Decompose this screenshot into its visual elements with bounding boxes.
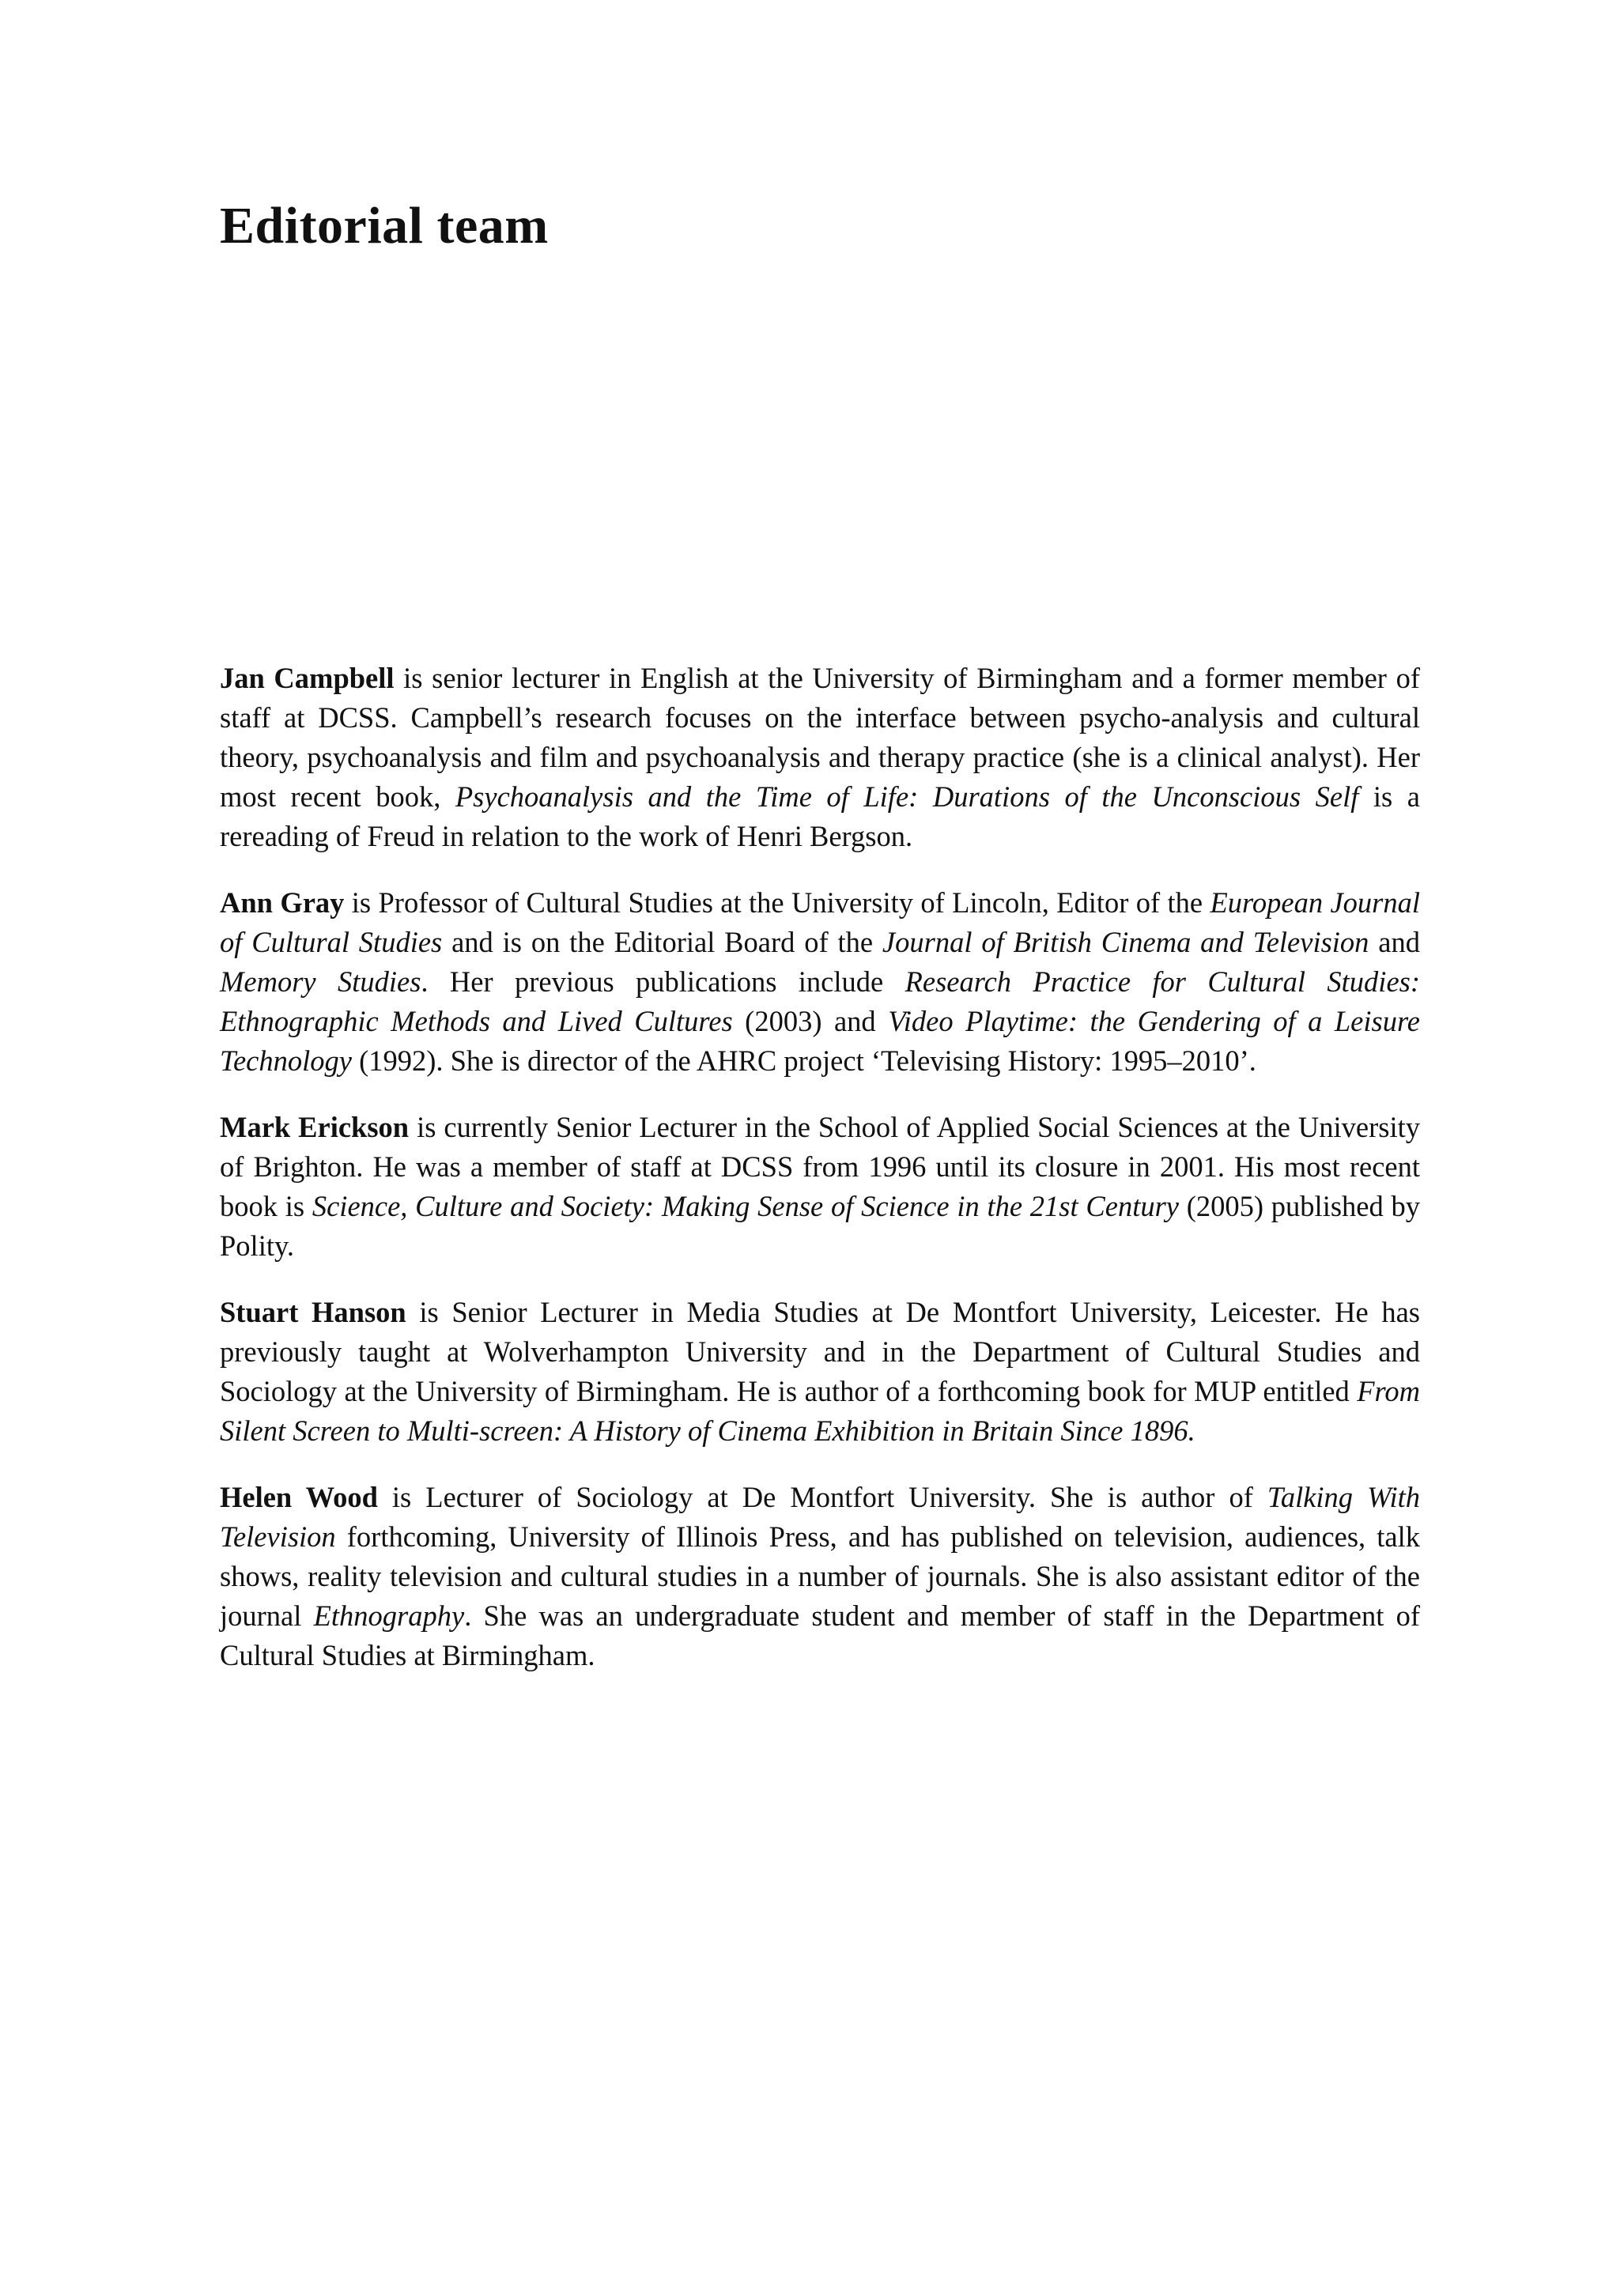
bio-title-italic: Talking With Television [220, 1481, 1421, 1553]
bio-text: is a rereading of Freud in relation to the work of Henri Bergson. [220, 780, 1420, 852]
bio-text: . Her previous publications include [421, 965, 905, 998]
bio-list [220, 659, 1420, 1702]
bio-title-italic: Psychoanalysis and the Time of Life: Durations of the Unconscious Self [455, 780, 1359, 813]
bio-name: Helen Wood [220, 1481, 378, 1513]
bio-name: Jan Campbell [220, 662, 395, 694]
bio-title-italic: Ethnography [313, 1599, 465, 1632]
page-title: Editorial team [220, 197, 549, 255]
bio-text: (1992). She is director of the AHRC project ‘Televising History: 1995–2010’. [351, 1044, 1256, 1077]
bio-title-italic: From Silent Screen to Multi-screen: A History of Cinema Exhibition in Britain Since 1896. [220, 1375, 1420, 1447]
bio-name: Ann Gray [220, 886, 345, 919]
bio-title-italic: Research Practice for Cultural Studies: Ethnographic Methods and Lived Cultures [220, 965, 1420, 1037]
bio-text: is Lecturer of Sociology at De Montfort University. She is author of [377, 1481, 1267, 1513]
bio-text: is Senior Lecturer in Media Studies at De Montfort University, Leicester. He has previously taught at Wolverhampton University and in the Department of Cultural Studies and Sociology at the University of Birmingham. He is author of a forthcoming book for MUP entitled [220, 1296, 1420, 1407]
bio-title-italic: Journal of British Cinema and Television [882, 926, 1369, 958]
bio-paragraph [220, 659, 1420, 856]
bio-text: (2003) and [732, 1005, 889, 1037]
bio-text: . She was an undergraduate student and member of staff in the Department of Cultural Studies at Birmingham. [220, 1599, 1420, 1671]
bio-name: Mark Erickson [220, 1111, 410, 1143]
bio-text: and is on the Editorial Board of the [442, 926, 882, 958]
bio-paragraph [220, 883, 1420, 1081]
bio-text: is Professor of Cultural Studies at the University of Lincoln, Editor of the [344, 886, 1210, 919]
bio-paragraph [220, 1108, 1420, 1266]
bio-paragraph [220, 1293, 1420, 1451]
bio-title-italic: Science, Culture and Society: Making Sense of Science in the 21st Century [312, 1190, 1179, 1222]
bio-title-italic: Memory Studies [220, 965, 421, 998]
bio-text: forthcoming, University of Illinois Press, and has published on television, audiences, talk shows, reality television and cultural studies in a number of journals. She is also assistant editor of the journal [220, 1520, 1420, 1632]
bio-text: (2005) published by Polity. [220, 1190, 1420, 1262]
bio-name: Stuart Hanson [220, 1296, 406, 1328]
bio-paragraph [220, 1478, 1420, 1675]
bio-text: and [1369, 926, 1420, 958]
bio-text: is senior lecturer in English at the University of Birmingham and a former member of staff at DCSS. Campbell’s research focuses on the interface between psycho-analysis and cultural theory, psychoanalysis and film and psychoanalysis and therapy practice (she is a clinical analyst). Her most recent book, [220, 662, 1420, 813]
bio-title-italic: European Journal of Cultural Studies [220, 886, 1420, 958]
bio-title-italic: Video Playtime: the Gendering of a Leisure Technology [220, 1005, 1421, 1077]
bio-text: is currently Senior Lecturer in the School of Applied Social Sciences at the University of Brighton. He was a member of staff at DCSS from 1996 until its closure in 2001. His most recent book is [220, 1111, 1420, 1222]
